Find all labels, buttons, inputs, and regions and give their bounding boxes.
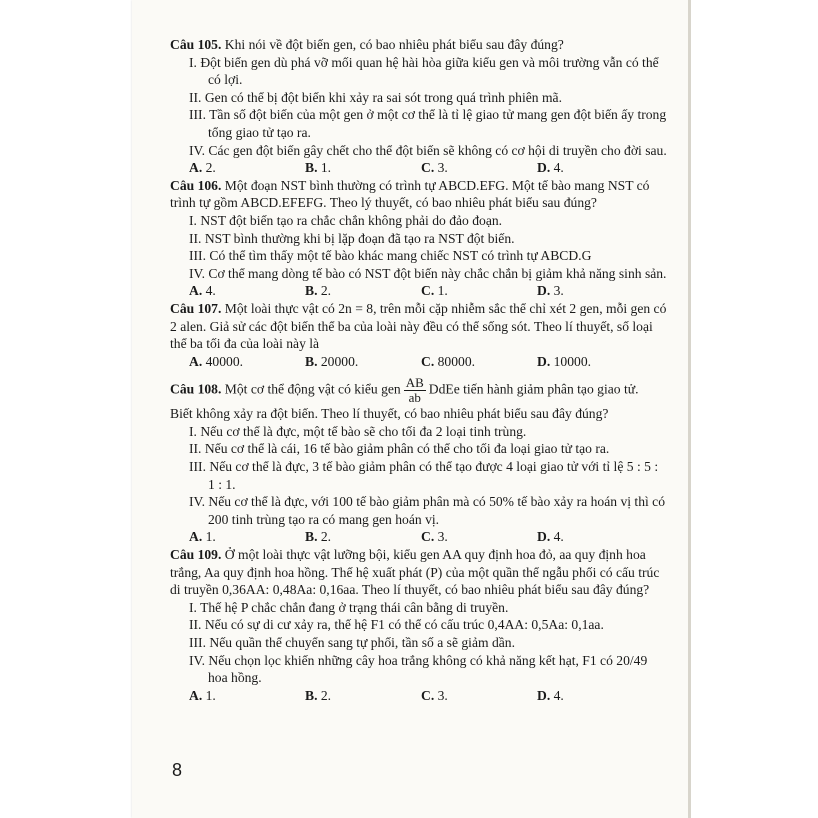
page-content bbox=[170, 36, 668, 704]
statement: III. Có thể tìm thấy một tế bào khác mang chiếc NST có trình tự ABCD.G bbox=[189, 248, 592, 264]
fraction-denominator: ab bbox=[408, 390, 421, 406]
question-text: Khi nói về đột biến gen, có bao nhiêu phát biểu sau đây đúng? bbox=[224, 37, 564, 52]
option-c: C. 1. bbox=[421, 283, 448, 299]
question-header bbox=[170, 300, 668, 353]
statement: II. NST bình thường khi bị lặp đoạn đã tạo ra NST đột biến. bbox=[189, 230, 515, 246]
question-105 bbox=[170, 36, 668, 177]
option-d: D. 4. bbox=[537, 687, 564, 703]
question-106 bbox=[170, 177, 668, 300]
question-text: Một đoạn NST bình thường có trình tự ABCD.EFG. Một tế bào mang NST có trình tự gồm ABCD.EFEFG. Theo lý thuyết, có bao nhiêu phát biểu sau đúng? bbox=[170, 177, 650, 211]
option-b: B. 1. bbox=[305, 160, 332, 176]
statement: II. Nếu cơ thể là cái, 16 tế bào giảm phân có thể cho tối đa loại giao tử tạo ra. bbox=[189, 441, 610, 457]
question-header bbox=[170, 376, 668, 405]
option-b: B. 2. bbox=[305, 283, 332, 299]
option-d: D. 10000. bbox=[537, 353, 592, 369]
book-page bbox=[132, 0, 688, 818]
fraction-numerator: AB bbox=[405, 375, 424, 391]
option-d: D. 3. bbox=[537, 283, 564, 299]
statement: IV. Nếu chọn lọc khiến những cây hoa trắng không có khả năng kết hạt, F1 có 20/49 hoa hồng. bbox=[189, 652, 648, 686]
page-edge bbox=[688, 0, 691, 818]
question-label: Câu 106. bbox=[170, 177, 222, 193]
answer-options bbox=[189, 687, 668, 705]
option-a: A. 4. bbox=[189, 283, 216, 299]
option-b: B. 2. bbox=[305, 529, 332, 545]
statement: IV. Các gen đột biến gây chết cho thể đột biến sẽ không có cơ hội di truyền cho đời sau. bbox=[189, 142, 667, 158]
option-a: A. 40000. bbox=[189, 353, 244, 369]
statement: III. Nếu cơ thể là đực, 3 tế bào giảm phân có thể tạo được 4 loại giao tử với tỉ lệ 5 : 5 : 1 : 1. bbox=[189, 459, 659, 492]
question-header bbox=[170, 177, 668, 212]
answer-options bbox=[189, 159, 668, 177]
statement: III. Nếu quần thể chuyển sang tự phối, tần số a sẽ giảm dần. bbox=[189, 635, 515, 650]
question-108 bbox=[170, 376, 668, 546]
statement: I. Thế hệ P chắc chắn đang ở trạng thái cân bằng di truyền. bbox=[189, 599, 509, 615]
question-label: Câu 108. bbox=[170, 381, 222, 397]
option-c: C. 3. bbox=[421, 687, 448, 703]
question-label: Câu 107. bbox=[170, 300, 222, 316]
option-c: C. 3. bbox=[421, 529, 448, 545]
question-header bbox=[170, 36, 668, 54]
option-d: D. 4. bbox=[537, 529, 564, 545]
question-109 bbox=[170, 546, 668, 704]
statement: III. Tần số đột biến của một gen ở một cơ thể là tỉ lệ giao tử mang gen đột biến ấy trong tổng giao tử tạo ra. bbox=[189, 107, 667, 140]
question-text: Một cơ thể động vật có kiểu gen bbox=[224, 381, 401, 397]
statement: I. NST đột biến tạo ra chắc chắn không phải do đảo đoạn. bbox=[189, 212, 503, 228]
option-c: C. 80000. bbox=[421, 353, 476, 369]
statement: II. Nếu có sự di cư xảy ra, thế hệ F1 có thể có cấu trúc 0,4AA: 0,5Aa: 0,1aa. bbox=[189, 617, 604, 633]
question-text-continued: DdEe tiến hành giảm phân tạo giao tử. bbox=[428, 381, 639, 397]
statement: I. Nếu cơ thể là đực, một tế bào sẽ cho tối đa 2 loại tinh trùng. bbox=[189, 423, 527, 439]
question-label: Câu 109. bbox=[170, 547, 222, 563]
question-header bbox=[170, 546, 668, 599]
question-label: Câu 105. bbox=[170, 37, 222, 52]
option-b: B. 20000. bbox=[305, 353, 359, 369]
statement: I. Đột biến gen dù phá vỡ mối quan hệ hài hòa giữa kiểu gen và môi trường vẫn có thể có lợi. bbox=[189, 54, 659, 88]
question-text: Ở một loài thực vật lưỡng bội, kiểu gen AA quy định hoa đỏ, aa quy định hoa trắng, Aa quy định hoa hồng. Thế hệ xuất phát (P) của một quần thể ngẫu phối có cấu trúc di truyền 0,36AA: 0,48Aa: 0,16aa. Theo lí thuyết, có bao nhiêu phát biểu sau đây đúng? bbox=[170, 547, 660, 598]
question-text-line2: Biết không xảy ra đột biến. Theo lí thuyết, có bao nhiêu phát biểu sau đây đúng? bbox=[170, 406, 609, 422]
statement: IV. Nếu cơ thể là đực, với 100 tế bào giảm phân mà có 50% tế bào xảy ra hoán vị thì có 200 tinh trùng tạo ra có mang gen hoán vị. bbox=[189, 494, 665, 527]
answer-options bbox=[189, 528, 668, 546]
option-c: C. 3. bbox=[421, 160, 448, 176]
page-number: 8 bbox=[172, 760, 183, 780]
option-b: B. 2. bbox=[305, 687, 332, 703]
answer-options bbox=[189, 353, 668, 371]
statement: II. Gen có thể bị đột biến khi xảy ra sai sót trong quá trình phiên mã. bbox=[189, 89, 562, 105]
question-text: Một loài thực vật có 2n = 8, trên mỗi cặp nhiễm sắc thể chỉ xét 2 gen, mỗi gen có 2 alen. Giả sử các đột biến thể ba của loài này đều có thể sống sót. Theo lí thuyết, số loại thể ba tối đa của loài này là bbox=[170, 300, 667, 352]
answer-options bbox=[189, 282, 668, 300]
question-107 bbox=[170, 300, 668, 370]
option-a: A. 1. bbox=[189, 529, 216, 545]
option-a: A. 1. bbox=[189, 687, 216, 703]
statement: IV. Cơ thể mang dòng tế bào có NST đột biến này chắc chắn bị giảm khả năng sinh sản. bbox=[189, 265, 667, 281]
option-a: A. 2. bbox=[189, 160, 216, 176]
genotype-fraction bbox=[404, 376, 426, 405]
option-d: D. 4. bbox=[537, 160, 564, 176]
